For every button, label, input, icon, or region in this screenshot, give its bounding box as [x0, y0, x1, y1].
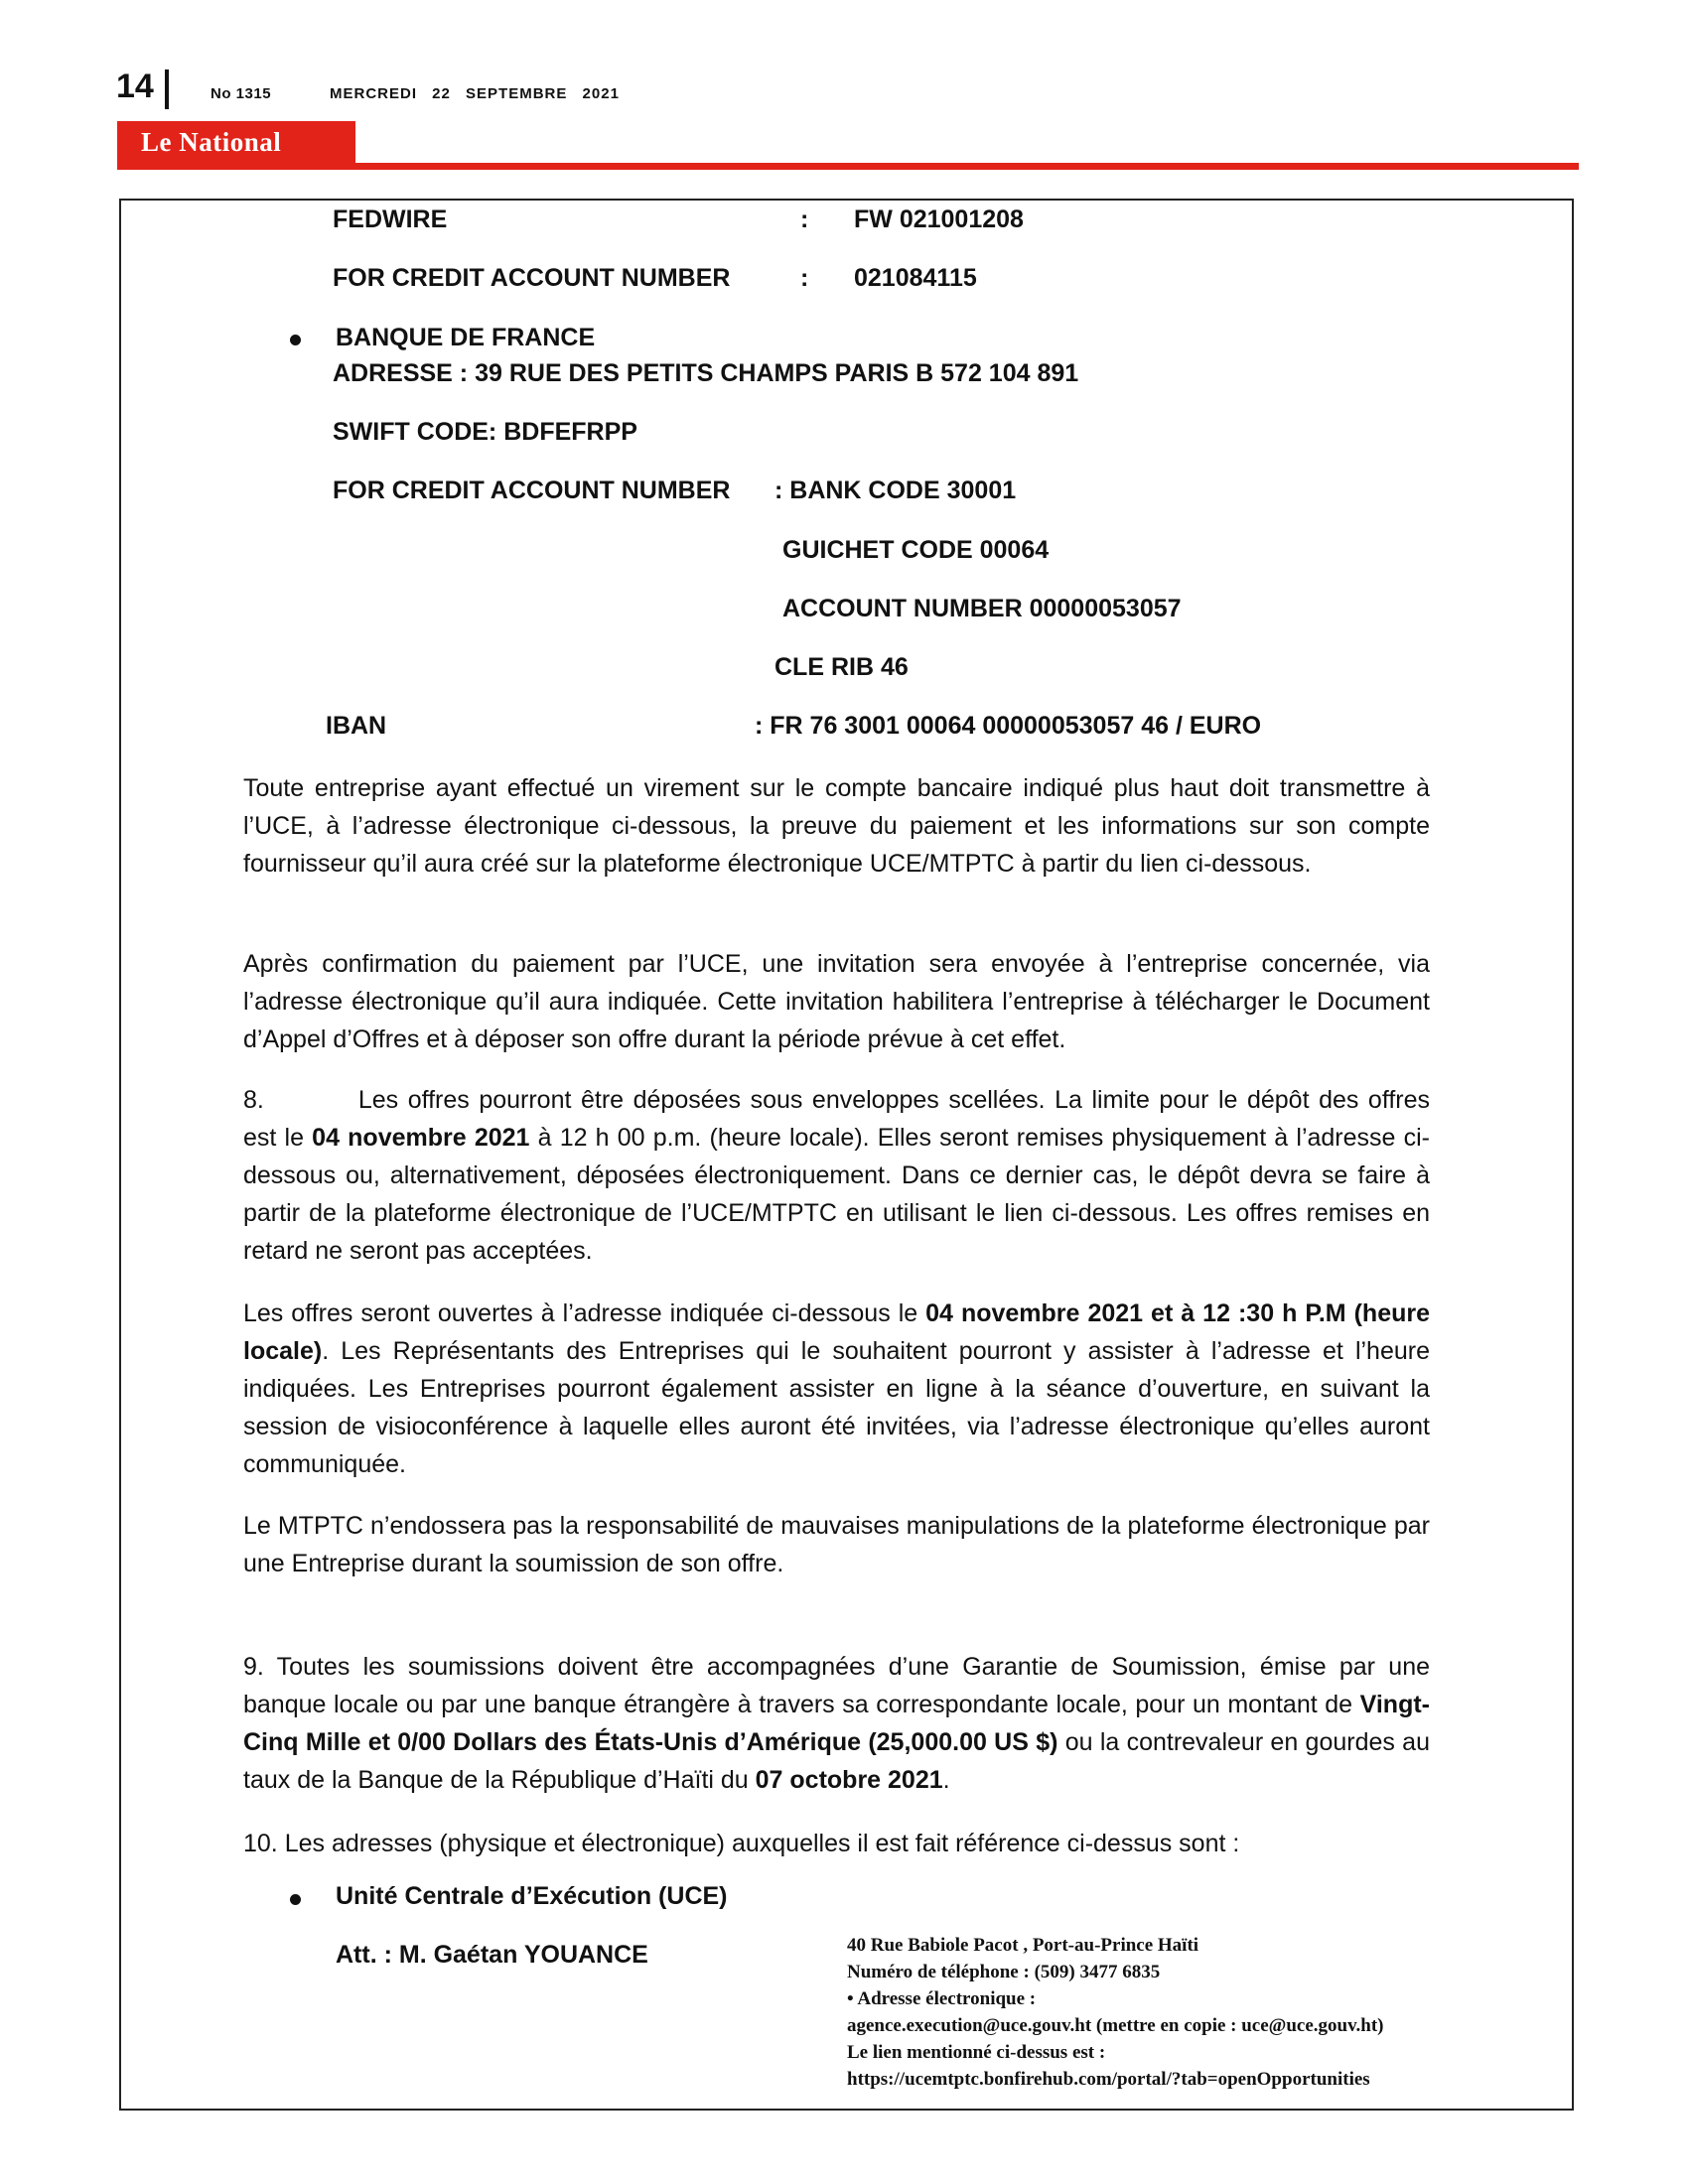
paragraph-submission-deadline: 8. Les offres pourront être déposées sous enveloppes scellées. La limite pour le dépôt des offres est le 04 novembre 2021 à 12 h 00 p.m. (heure locale). Elles seront remises physiquement à l’adresse ci-dessous ou, alternativement, déposées électroniquement. Dans ce dernier cas, le dépôt devra se faire à partir de la plateforme électronique de l’UCE/MTPTC en utilisant le lien ci-dessous. Les offres remises en retard ne seront pas acceptées.: [243, 1086, 1431, 1265]
opening-date: 04 novembre 2021 et à 12 :30 h P.M (heure locale): [243, 1299, 1430, 1365]
paragraph-guarantee: 9. Toutes les soumissions doivent être accompagnées d’une Garantie de Soumission, émise par une banque locale ou par une banque étrangère à travers sa correspondante locale, pour un montant de Vingt-Cinq Mille et 0/00 Dollars des États-Unis d’Amérique (25,000.00 US $) ou la contrevaleur en gourdes au taux de la Banque de la République d’Haïti du 07 octobre 2021.: [243, 1653, 1430, 1794]
account-number: ACCOUNT NUMBER 00000053057: [782, 595, 1182, 622]
issue-number: No 1315: [211, 85, 272, 102]
iban-label: IBAN: [326, 712, 387, 740]
paragraph-opening: Les offres seront ouvertes à l’adresse indiquée ci-dessous le 04 novembre 2021 et à 12 :30 h P.M (heure locale). Les Représentants des Entreprises qui le souhaitent pourront y assister à l’adresse et l’heure indiquées. Les Entreprises pourront également assister en ligne à la séance d’ouverture, en suivant la session de visioconférence à laquelle elles auront été invitées, via l’adresse électronique qu’elles auront communiquée.: [243, 1299, 1430, 1478]
credit-account-label: FOR CREDIT ACCOUNT NUMBER: [333, 264, 731, 292]
bank-code: : BANK CODE 30001: [774, 477, 1017, 504]
bank-address: ADRESSE : 39 RUE DES PETITS CHAMPS PARIS B 572 104 891: [333, 359, 1079, 387]
uce-attention: Att. : M. Gaétan YOUANCE: [336, 1941, 648, 1969]
bullet-icon: [290, 1894, 301, 1905]
section-number: 8.: [243, 1086, 264, 1114]
header-rule: [117, 163, 1579, 170]
masthead-title: Le National: [141, 127, 282, 157]
credit-account-value: 021084115: [854, 264, 977, 292]
deadline-date: 04 novembre 2021: [312, 1124, 530, 1152]
exchange-rate-date: 07 octobre 2021: [755, 1766, 943, 1794]
issue-date: MERCREDI 22 SEPTEMBRE 2021: [330, 85, 620, 102]
fedwire-value: FW 021001208: [854, 205, 1024, 233]
uce-contact-block: [847, 1932, 1384, 2093]
uce-email[interactable]: agence.execution@uce.gouv.ht (mettre en copie : uce@uce.gouv.ht): [847, 2015, 1384, 2036]
page-number: 14: [116, 68, 154, 105]
uce-name: Unité Centrale d’Exécution (UCE): [336, 1882, 728, 1910]
paragraph-invitation: Après confirmation du paiement par l’UCE, une invitation sera envoyée à l’entreprise concernée, via l’adresse électronique qu’il aura indiquée. Cette invitation habilitera l’entreprise à télécharger le Document d’Appel d’Offres et à déposer son offre durant la période prévue à cet effet.: [243, 950, 1430, 1053]
guarantee-amount: Vingt-Cinq Mille et 0/00 Dollars des États-Unis d’Amérique (25,000.00 US $): [243, 1691, 1430, 1756]
page-number-divider: [165, 69, 169, 109]
uce-link-label: Le lien mentionné ci-dessus est :: [847, 2042, 1106, 2063]
swift-code: SWIFT CODE: BDFEFRPP: [333, 418, 637, 446]
credit-account-label-2: FOR CREDIT ACCOUNT NUMBER: [333, 477, 731, 504]
bullet-icon: [290, 335, 301, 345]
fedwire-label: FEDWIRE: [333, 205, 448, 233]
uce-link[interactable]: https://ucemtptc.bonfirehub.com/portal/?tab=openOpportunities: [847, 2069, 1370, 2090]
uce-email-label: • Adresse électronique :: [847, 1988, 1037, 2009]
fedwire-separator: :: [800, 205, 809, 233]
paragraph-addresses: 10. Les adresses (physique et électronique) auxquelles il est fait référence ci-dessus sont :: [243, 1830, 1240, 1857]
guichet-code: GUICHET CODE 00064: [782, 536, 1050, 564]
bank-name: BANQUE DE FRANCE: [336, 324, 596, 351]
credit-account-separator: :: [800, 264, 809, 292]
paragraph-payment-proof: Toute entreprise ayant effectué un virement sur le compte bancaire indiqué plus haut doit transmettre à l’UCE, à l’adresse électronique ci-dessous, la preuve du paiement et les informations sur son compte fournisseur qu’il aura créé sur la plateforme électronique UCE/MTPTC à partir du lien ci-dessous.: [243, 774, 1430, 878]
uce-address: 40 Rue Babiole Pacot , Port-au-Prince Haïti: [847, 1935, 1199, 1956]
uce-phone: Numéro de téléphone : (509) 3477 6835: [847, 1962, 1161, 1982]
paragraph-responsibility: Le MTPTC n’endossera pas la responsabilité de mauvaises manipulations de la plateforme électronique par une Entreprise durant la soumission de son offre.: [243, 1512, 1430, 1577]
iban-value: : FR 76 3001 00064 00000053057 46 / EURO: [755, 712, 1262, 740]
cle-rib: CLE RIB 46: [774, 653, 909, 681]
page-header: [0, 0, 1688, 174]
